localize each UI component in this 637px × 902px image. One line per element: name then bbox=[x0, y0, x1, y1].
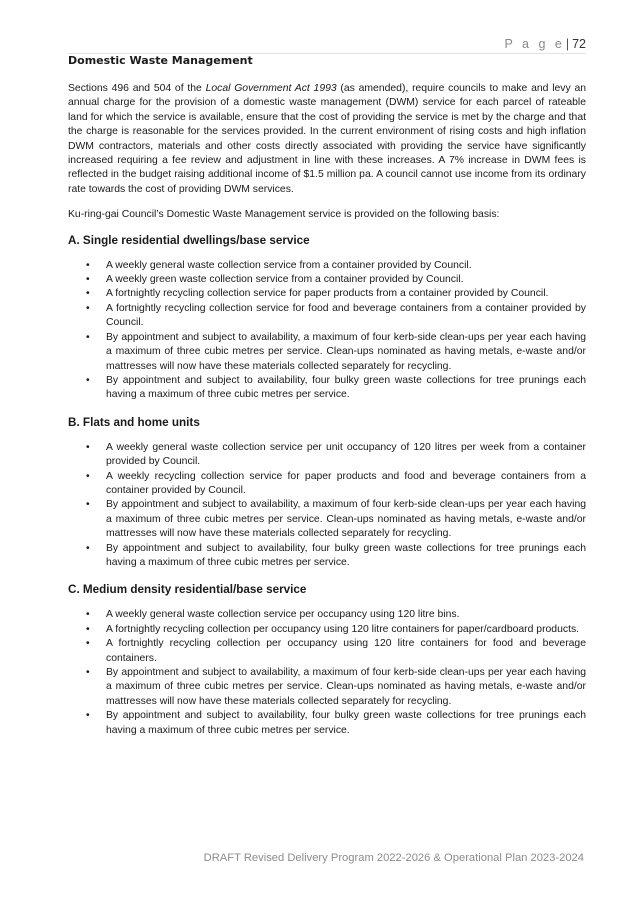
list-item-text: A weekly recycling collection service for paper products and food and beverage containers from a container provided by Council. bbox=[106, 470, 586, 496]
list-item bbox=[68, 273, 586, 287]
page-number-value: 72 bbox=[572, 37, 586, 51]
page-separator: | bbox=[565, 37, 570, 51]
list-item-text: A fortnightly recycling collection per occupancy using 120 litre containers for paper/cardboard products. bbox=[106, 623, 580, 635]
bullet-icon: • bbox=[86, 470, 90, 482]
list-item-text: By appointment and subject to availability, a maximum of four kerb-side clean-ups per year each having a maximum of three cubic metres per service. Clean-ups nominated as having metals, e-waste and/or mattresses will now have these materials collected separately for recycling. bbox=[106, 331, 586, 372]
section-heading: C. Medium density residential/base service bbox=[68, 583, 307, 597]
bullet-icon: • bbox=[86, 274, 90, 286]
bullet-list bbox=[68, 608, 586, 738]
intro-text-start: Sections 496 and 504 of the bbox=[68, 83, 206, 94]
intro-text-rest: (as amended), require councils to make and levy an annual charge for the provision of a domestic waste management (DWM) service for each parcel of rateable land for which the service is available, ensure that the cost of providing the service is met by the charge and that the charge is reasonable for the services provided. In the current environment of rising costs and high inflation DWM contractors, materials and other costs directly associated with providing the service have significantly increased requiring a fee review and adjustment in line with these increases. A 7% increase in DWM fees is reflected in the budget raising additional income of $1.5 million pa. A council cannot use income from its ordinary rate towards the cost of providing DWM services. bbox=[68, 83, 587, 195]
bullet-list bbox=[68, 441, 586, 571]
intro-paragraph bbox=[68, 82, 586, 197]
bullet-icon: • bbox=[86, 710, 90, 722]
list-item-text: A fortnightly recycling collection service for food and beverage containers from a container provided by Council. bbox=[106, 302, 586, 329]
list-item bbox=[68, 542, 586, 571]
list-item bbox=[68, 498, 586, 541]
list-item bbox=[68, 608, 586, 622]
bullet-icon: • bbox=[86, 499, 90, 511]
bullet-icon: • bbox=[86, 667, 90, 678]
list-item-text: By appointment and subject to availability, four bulky green waste collections for tree prunings each having a maximum of three cubic metres per service. bbox=[106, 542, 586, 568]
list-item bbox=[68, 331, 586, 374]
bullet-icon: • bbox=[86, 638, 90, 650]
list-item bbox=[68, 637, 586, 666]
bullet-icon: • bbox=[86, 259, 90, 271]
list-item-text: By appointment and subject to availability, four bulky green waste collections for tree prunings each having a maximum of three cubic metres per service. bbox=[106, 374, 586, 401]
list-item-text: By appointment and subject to availability, a maximum of four kerb-side clean-ups per year each having a maximum of three cubic metres per service. Clean-ups nominated as having metals, e-waste and/or mattresses will now have these materials collected separately for recycling. bbox=[106, 667, 586, 707]
service-sections bbox=[68, 233, 586, 738]
bullet-icon: • bbox=[86, 609, 90, 621]
bullet-icon: • bbox=[86, 331, 90, 343]
page-label: P a g e bbox=[504, 37, 565, 51]
bullet-icon: • bbox=[86, 288, 90, 300]
bullet-list bbox=[68, 259, 586, 403]
section-heading: A. Single residential dwellings/base service bbox=[68, 233, 310, 247]
section-heading: B. Flats and home units bbox=[68, 415, 200, 429]
bullet-icon: • bbox=[86, 302, 90, 314]
list-item bbox=[68, 259, 586, 273]
list-item-text: A weekly general waste collection service from a container provided by Council. bbox=[106, 259, 472, 271]
list-item-text: By appointment and subject to availability, four bulky green waste collections for tree prunings each having a maximum of three cubic metres per service. bbox=[106, 710, 586, 736]
list-item bbox=[68, 666, 586, 709]
bullet-icon: • bbox=[86, 542, 90, 554]
list-item bbox=[68, 441, 586, 470]
list-item bbox=[68, 302, 586, 331]
list-item-text: By appointment and subject to availability, a maximum of four kerb-side clean-ups per year each having a maximum of three cubic metres per service. Clean-ups nominated as having metals, e-waste and/or mattresses will now have these materials collected separately for recycling. bbox=[106, 499, 586, 540]
list-item bbox=[68, 709, 586, 738]
bullet-icon: • bbox=[86, 441, 90, 453]
list-item bbox=[68, 623, 586, 637]
list-item-text: A weekly general waste collection service per unit occupancy of 120 litres per week from a container provided by Council. bbox=[106, 441, 586, 468]
act-name: Local Government Act 1993 bbox=[205, 83, 337, 94]
list-item-text: A weekly general waste collection service per occupancy using 120 litre bins. bbox=[106, 609, 460, 621]
page-header bbox=[68, 37, 586, 54]
list-item-text: A fortnightly recycling collection service for paper products from a container provided by Council. bbox=[106, 288, 549, 300]
list-item bbox=[68, 470, 586, 499]
document-title: Domestic Waste Management bbox=[68, 54, 253, 67]
list-item bbox=[68, 374, 586, 403]
list-item bbox=[68, 287, 586, 301]
list-item-text: A weekly green waste collection service from a container provided by Council. bbox=[106, 274, 464, 286]
list-item-text: A fortnightly recycling collection per occupancy using 120 litre containers for food and beverage containers. bbox=[106, 638, 586, 664]
basis-paragraph: Ku-ring-gai Council’s Domestic Waste Management service is provided on the following basis: bbox=[68, 209, 500, 221]
document-body bbox=[68, 82, 586, 750]
page-number bbox=[504, 37, 586, 51]
footer-text: DRAFT Revised Delivery Program 2022-2026 & Operational Plan 2023-2024 bbox=[203, 852, 584, 864]
bullet-icon: • bbox=[86, 623, 90, 635]
bullet-icon: • bbox=[86, 374, 90, 386]
